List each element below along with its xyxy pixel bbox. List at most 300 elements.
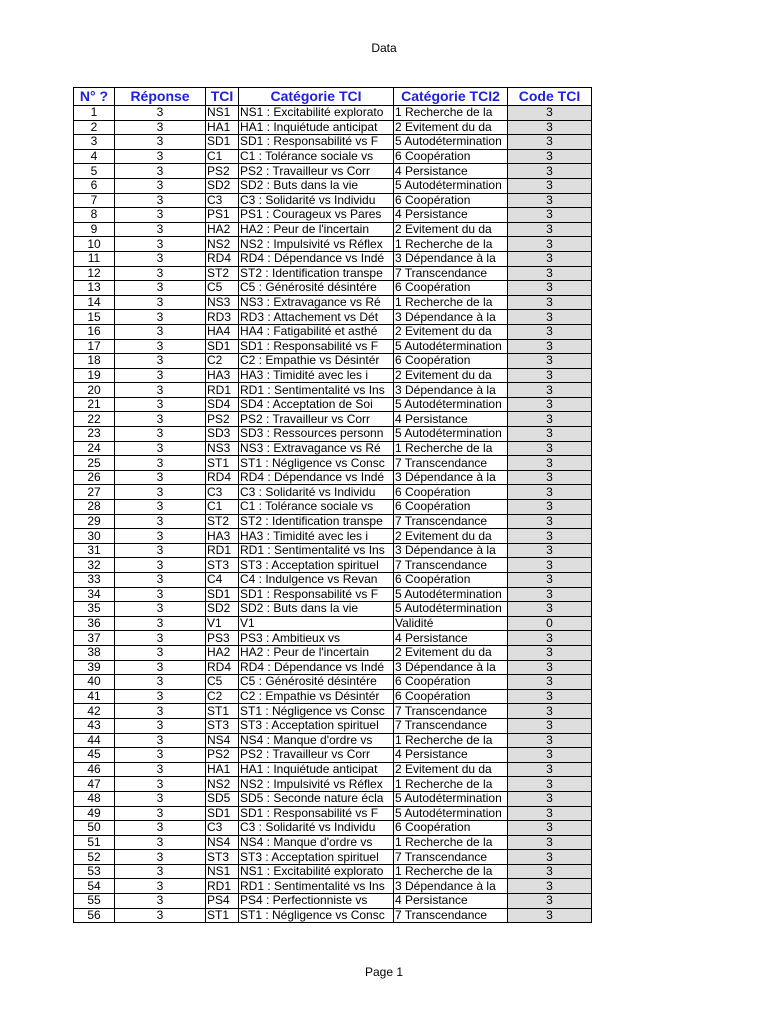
- cell-reponse[interactable]: 3: [115, 266, 206, 281]
- cell-categorie-tci[interactable]: PS3 : Ambitieux vs: [239, 631, 394, 646]
- cell-categorie-tci2[interactable]: 5 Autodétermination: [394, 178, 508, 193]
- cell-categorie-tci[interactable]: RD4 : Dépendance vs Indé: [239, 251, 394, 266]
- cell-categorie-tci[interactable]: HA2 : Peur de l'incertain: [239, 645, 394, 660]
- cell-tci[interactable]: NS1: [206, 106, 239, 121]
- cell-reponse[interactable]: 3: [115, 879, 206, 894]
- cell-categorie-tci2[interactable]: 3 Dépendance à la: [394, 660, 508, 675]
- cell-number[interactable]: 47: [74, 777, 115, 792]
- cell-tci[interactable]: RD1: [206, 879, 239, 894]
- cell-categorie-tci2[interactable]: 5 Autodétermination: [394, 602, 508, 617]
- cell-categorie-tci[interactable]: ST1 : Négligence vs Consc: [239, 704, 394, 719]
- cell-categorie-tci[interactable]: ST3 : Acceptation spirituel: [239, 850, 394, 865]
- cell-categorie-tci2[interactable]: 3 Dépendance à la: [394, 251, 508, 266]
- cell-categorie-tci[interactable]: V1: [239, 616, 394, 631]
- cell-reponse[interactable]: 3: [115, 135, 206, 150]
- cell-categorie-tci[interactable]: NS1 : Excitabilité explorato: [239, 106, 394, 121]
- cell-reponse[interactable]: 3: [115, 864, 206, 879]
- cell-categorie-tci[interactable]: C1 : Tolérance sociale vs: [239, 500, 394, 515]
- cell-code-tci[interactable]: 3: [508, 762, 592, 777]
- cell-categorie-tci[interactable]: RD4 : Dépendance vs Indé: [239, 660, 394, 675]
- cell-reponse[interactable]: 3: [115, 383, 206, 398]
- cell-categorie-tci[interactable]: NS3 : Extravagance vs Ré: [239, 295, 394, 310]
- cell-number[interactable]: 36: [74, 616, 115, 631]
- cell-number[interactable]: 5: [74, 164, 115, 179]
- cell-categorie-tci[interactable]: PS1 : Courageux vs Pares: [239, 208, 394, 223]
- cell-reponse[interactable]: 3: [115, 733, 206, 748]
- cell-categorie-tci2[interactable]: 5 Autodétermination: [394, 791, 508, 806]
- cell-categorie-tci[interactable]: NS3 : Extravagance vs Ré: [239, 441, 394, 456]
- cell-code-tci[interactable]: 3: [508, 602, 592, 617]
- cell-reponse[interactable]: 3: [115, 237, 206, 252]
- cell-code-tci[interactable]: 3: [508, 281, 592, 296]
- cell-number[interactable]: 35: [74, 602, 115, 617]
- cell-categorie-tci[interactable]: HA3 : Timidité avec les i: [239, 529, 394, 544]
- cell-tci[interactable]: NS2: [206, 237, 239, 252]
- cell-number[interactable]: 6: [74, 178, 115, 193]
- cell-tci[interactable]: SD3: [206, 427, 239, 442]
- cell-number[interactable]: 1: [74, 106, 115, 121]
- cell-categorie-tci[interactable]: SD1 : Responsabilité vs F: [239, 339, 394, 354]
- cell-categorie-tci[interactable]: PS2 : Travailleur vs Corr: [239, 164, 394, 179]
- cell-reponse[interactable]: 3: [115, 441, 206, 456]
- cell-tci[interactable]: C3: [206, 193, 239, 208]
- cell-categorie-tci2[interactable]: 2 Evitement du da: [394, 222, 508, 237]
- cell-code-tci[interactable]: 3: [508, 339, 592, 354]
- cell-reponse[interactable]: 3: [115, 193, 206, 208]
- cell-reponse[interactable]: 3: [115, 222, 206, 237]
- cell-reponse[interactable]: 3: [115, 324, 206, 339]
- cell-tci[interactable]: PS2: [206, 748, 239, 763]
- cell-categorie-tci2[interactable]: 6 Coopération: [394, 689, 508, 704]
- cell-categorie-tci2[interactable]: 6 Coopération: [394, 149, 508, 164]
- cell-code-tci[interactable]: 3: [508, 135, 592, 150]
- cell-number[interactable]: 55: [74, 894, 115, 909]
- cell-categorie-tci[interactable]: ST3 : Acceptation spirituel: [239, 558, 394, 573]
- cell-reponse[interactable]: 3: [115, 310, 206, 325]
- cell-code-tci[interactable]: 3: [508, 237, 592, 252]
- cell-code-tci[interactable]: 3: [508, 266, 592, 281]
- cell-number[interactable]: 31: [74, 543, 115, 558]
- cell-categorie-tci[interactable]: ST2 : Identification transpe: [239, 266, 394, 281]
- cell-number[interactable]: 32: [74, 558, 115, 573]
- cell-reponse[interactable]: 3: [115, 339, 206, 354]
- cell-code-tci[interactable]: 3: [508, 412, 592, 427]
- cell-code-tci[interactable]: 3: [508, 806, 592, 821]
- cell-categorie-tci[interactable]: ST2 : Identification transpe: [239, 514, 394, 529]
- cell-number[interactable]: 14: [74, 295, 115, 310]
- cell-categorie-tci2[interactable]: 2 Evitement du da: [394, 762, 508, 777]
- cell-categorie-tci2[interactable]: 3 Dépendance à la: [394, 879, 508, 894]
- cell-reponse[interactable]: 3: [115, 689, 206, 704]
- cell-number[interactable]: 19: [74, 368, 115, 383]
- cell-tci[interactable]: PS4: [206, 894, 239, 909]
- cell-tci[interactable]: PS1: [206, 208, 239, 223]
- cell-categorie-tci[interactable]: HA4 : Fatigabilité et asthé: [239, 324, 394, 339]
- cell-tci[interactable]: V1: [206, 616, 239, 631]
- cell-categorie-tci2[interactable]: 7 Transcendance: [394, 514, 508, 529]
- cell-categorie-tci[interactable]: SD2 : Buts dans la vie: [239, 602, 394, 617]
- cell-code-tci[interactable]: 3: [508, 543, 592, 558]
- cell-categorie-tci2[interactable]: 4 Persistance: [394, 748, 508, 763]
- cell-tci[interactable]: SD1: [206, 587, 239, 602]
- cell-categorie-tci2[interactable]: 7 Transcendance: [394, 704, 508, 719]
- cell-code-tci[interactable]: 3: [508, 718, 592, 733]
- cell-code-tci[interactable]: 3: [508, 120, 592, 135]
- cell-categorie-tci2[interactable]: 7 Transcendance: [394, 718, 508, 733]
- cell-categorie-tci2[interactable]: 2 Evitement du da: [394, 645, 508, 660]
- cell-tci[interactable]: RD3: [206, 310, 239, 325]
- cell-reponse[interactable]: 3: [115, 850, 206, 865]
- cell-categorie-tci[interactable]: SD3 : Ressources personn: [239, 427, 394, 442]
- cell-categorie-tci2[interactable]: 6 Coopération: [394, 193, 508, 208]
- cell-number[interactable]: 46: [74, 762, 115, 777]
- cell-categorie-tci2[interactable]: 5 Autodétermination: [394, 397, 508, 412]
- cell-categorie-tci[interactable]: ST3 : Acceptation spirituel: [239, 718, 394, 733]
- cell-number[interactable]: 38: [74, 645, 115, 660]
- cell-reponse[interactable]: 3: [115, 573, 206, 588]
- cell-categorie-tci2[interactable]: 2 Evitement du da: [394, 324, 508, 339]
- cell-categorie-tci2[interactable]: 7 Transcendance: [394, 456, 508, 471]
- cell-tci[interactable]: ST3: [206, 850, 239, 865]
- cell-categorie-tci2[interactable]: 3 Dépendance à la: [394, 383, 508, 398]
- cell-categorie-tci2[interactable]: 3 Dépendance à la: [394, 543, 508, 558]
- cell-number[interactable]: 39: [74, 660, 115, 675]
- cell-code-tci[interactable]: 3: [508, 193, 592, 208]
- cell-number[interactable]: 15: [74, 310, 115, 325]
- cell-tci[interactable]: RD1: [206, 383, 239, 398]
- cell-reponse[interactable]: 3: [115, 806, 206, 821]
- cell-code-tci[interactable]: 3: [508, 441, 592, 456]
- cell-code-tci[interactable]: 3: [508, 850, 592, 865]
- cell-categorie-tci[interactable]: C5 : Générosité désintére: [239, 675, 394, 690]
- cell-reponse[interactable]: 3: [115, 368, 206, 383]
- cell-code-tci[interactable]: 3: [508, 529, 592, 544]
- cell-categorie-tci[interactable]: RD1 : Sentimentalité vs Ins: [239, 383, 394, 398]
- cell-number[interactable]: 34: [74, 587, 115, 602]
- cell-categorie-tci[interactable]: NS2 : Impulsivité vs Réflex: [239, 237, 394, 252]
- cell-code-tci[interactable]: 3: [508, 645, 592, 660]
- cell-categorie-tci2[interactable]: 6 Coopération: [394, 821, 508, 836]
- cell-tci[interactable]: ST3: [206, 558, 239, 573]
- cell-number[interactable]: 12: [74, 266, 115, 281]
- cell-categorie-tci[interactable]: SD5 : Seconde nature écla: [239, 791, 394, 806]
- cell-tci[interactable]: SD4: [206, 397, 239, 412]
- cell-number[interactable]: 23: [74, 427, 115, 442]
- cell-tci[interactable]: ST2: [206, 514, 239, 529]
- cell-number[interactable]: 25: [74, 456, 115, 471]
- cell-categorie-tci2[interactable]: 7 Transcendance: [394, 908, 508, 923]
- cell-categorie-tci[interactable]: SD1 : Responsabilité vs F: [239, 135, 394, 150]
- cell-categorie-tci[interactable]: RD4 : Dépendance vs Indé: [239, 470, 394, 485]
- cell-categorie-tci[interactable]: PS2 : Travailleur vs Corr: [239, 748, 394, 763]
- column-header-code-tci[interactable]: Code TCI: [508, 88, 592, 106]
- cell-reponse[interactable]: 3: [115, 762, 206, 777]
- cell-tci[interactable]: RD4: [206, 251, 239, 266]
- cell-tci[interactable]: SD1: [206, 135, 239, 150]
- cell-categorie-tci2[interactable]: 2 Evitement du da: [394, 368, 508, 383]
- cell-categorie-tci2[interactable]: 4 Persistance: [394, 208, 508, 223]
- cell-number[interactable]: 16: [74, 324, 115, 339]
- cell-code-tci[interactable]: 3: [508, 149, 592, 164]
- cell-code-tci[interactable]: 3: [508, 864, 592, 879]
- cell-reponse[interactable]: 3: [115, 456, 206, 471]
- cell-reponse[interactable]: 3: [115, 616, 206, 631]
- cell-categorie-tci[interactable]: C3 : Solidarité vs Individu: [239, 485, 394, 500]
- cell-number[interactable]: 50: [74, 821, 115, 836]
- cell-tci[interactable]: NS3: [206, 295, 239, 310]
- cell-number[interactable]: 21: [74, 397, 115, 412]
- cell-code-tci[interactable]: 3: [508, 587, 592, 602]
- cell-number[interactable]: 40: [74, 675, 115, 690]
- cell-categorie-tci2[interactable]: 6 Coopération: [394, 675, 508, 690]
- cell-reponse[interactable]: 3: [115, 718, 206, 733]
- cell-reponse[interactable]: 3: [115, 281, 206, 296]
- cell-number[interactable]: 22: [74, 412, 115, 427]
- cell-categorie-tci[interactable]: SD4 : Acceptation de Soi: [239, 397, 394, 412]
- cell-number[interactable]: 26: [74, 470, 115, 485]
- cell-code-tci[interactable]: 3: [508, 354, 592, 369]
- cell-number[interactable]: 2: [74, 120, 115, 135]
- cell-categorie-tci2[interactable]: 5 Autodétermination: [394, 339, 508, 354]
- cell-number[interactable]: 7: [74, 193, 115, 208]
- cell-categorie-tci2[interactable]: 1 Recherche de la: [394, 777, 508, 792]
- cell-number[interactable]: 4: [74, 149, 115, 164]
- cell-categorie-tci2[interactable]: 5 Autodétermination: [394, 427, 508, 442]
- cell-number[interactable]: 8: [74, 208, 115, 223]
- cell-reponse[interactable]: 3: [115, 602, 206, 617]
- cell-categorie-tci[interactable]: SD1 : Responsabilité vs F: [239, 806, 394, 821]
- cell-number[interactable]: 20: [74, 383, 115, 398]
- cell-code-tci[interactable]: 3: [508, 835, 592, 850]
- cell-reponse[interactable]: 3: [115, 485, 206, 500]
- cell-categorie-tci[interactable]: PS4 : Perfectionniste vs: [239, 894, 394, 909]
- cell-reponse[interactable]: 3: [115, 149, 206, 164]
- cell-reponse[interactable]: 3: [115, 106, 206, 121]
- cell-reponse[interactable]: 3: [115, 631, 206, 646]
- cell-reponse[interactable]: 3: [115, 529, 206, 544]
- cell-tci[interactable]: ST1: [206, 704, 239, 719]
- cell-number[interactable]: 29: [74, 514, 115, 529]
- cell-categorie-tci2[interactable]: 3 Dépendance à la: [394, 470, 508, 485]
- cell-number[interactable]: 44: [74, 733, 115, 748]
- cell-code-tci[interactable]: 3: [508, 558, 592, 573]
- cell-categorie-tci2[interactable]: 3 Dépendance à la: [394, 310, 508, 325]
- cell-categorie-tci[interactable]: C5 : Générosité désintére: [239, 281, 394, 296]
- cell-code-tci[interactable]: 3: [508, 573, 592, 588]
- cell-code-tci[interactable]: 3: [508, 368, 592, 383]
- cell-reponse[interactable]: 3: [115, 645, 206, 660]
- cell-code-tci[interactable]: 3: [508, 178, 592, 193]
- cell-reponse[interactable]: 3: [115, 397, 206, 412]
- cell-number[interactable]: 18: [74, 354, 115, 369]
- cell-categorie-tci[interactable]: NS1 : Excitabilité explorato: [239, 864, 394, 879]
- cell-categorie-tci[interactable]: ST1 : Négligence vs Consc: [239, 908, 394, 923]
- cell-categorie-tci2[interactable]: 2 Evitement du da: [394, 120, 508, 135]
- cell-categorie-tci2[interactable]: 1 Recherche de la: [394, 106, 508, 121]
- cell-reponse[interactable]: 3: [115, 500, 206, 515]
- cell-reponse[interactable]: 3: [115, 514, 206, 529]
- cell-categorie-tci2[interactable]: 6 Coopération: [394, 354, 508, 369]
- cell-tci[interactable]: HA3: [206, 529, 239, 544]
- cell-categorie-tci[interactable]: ST1 : Négligence vs Consc: [239, 456, 394, 471]
- cell-categorie-tci2[interactable]: 7 Transcendance: [394, 850, 508, 865]
- cell-reponse[interactable]: 3: [115, 704, 206, 719]
- cell-categorie-tci2[interactable]: 4 Persistance: [394, 894, 508, 909]
- cell-tci[interactable]: C3: [206, 485, 239, 500]
- cell-categorie-tci[interactable]: SD1 : Responsabilité vs F: [239, 587, 394, 602]
- cell-categorie-tci[interactable]: SD2 : Buts dans la vie: [239, 178, 394, 193]
- column-header-reponse[interactable]: Réponse: [115, 88, 206, 106]
- cell-reponse[interactable]: 3: [115, 120, 206, 135]
- cell-categorie-tci[interactable]: C4 : Indulgence vs Revan: [239, 573, 394, 588]
- cell-tci[interactable]: C1: [206, 500, 239, 515]
- cell-code-tci[interactable]: 3: [508, 485, 592, 500]
- cell-number[interactable]: 11: [74, 251, 115, 266]
- cell-categorie-tci2[interactable]: 1 Recherche de la: [394, 237, 508, 252]
- cell-tci[interactable]: ST2: [206, 266, 239, 281]
- cell-tci[interactable]: HA3: [206, 368, 239, 383]
- cell-categorie-tci2[interactable]: 4 Persistance: [394, 412, 508, 427]
- cell-categorie-tci[interactable]: HA2 : Peur de l'incertain: [239, 222, 394, 237]
- cell-code-tci[interactable]: 3: [508, 660, 592, 675]
- cell-tci[interactable]: C3: [206, 821, 239, 836]
- cell-code-tci[interactable]: 3: [508, 397, 592, 412]
- cell-number[interactable]: 49: [74, 806, 115, 821]
- cell-code-tci[interactable]: 3: [508, 295, 592, 310]
- cell-number[interactable]: 45: [74, 748, 115, 763]
- cell-tci[interactable]: RD4: [206, 660, 239, 675]
- cell-code-tci[interactable]: 3: [508, 689, 592, 704]
- cell-code-tci[interactable]: 3: [508, 164, 592, 179]
- cell-categorie-tci[interactable]: HA1 : Inquiétude anticipat: [239, 120, 394, 135]
- cell-categorie-tci2[interactable]: 2 Evitement du da: [394, 529, 508, 544]
- cell-categorie-tci[interactable]: RD3 : Attachement vs Dét: [239, 310, 394, 325]
- cell-code-tci[interactable]: 3: [508, 631, 592, 646]
- cell-reponse[interactable]: 3: [115, 777, 206, 792]
- cell-reponse[interactable]: 3: [115, 412, 206, 427]
- cell-categorie-tci[interactable]: RD1 : Sentimentalité vs Ins: [239, 879, 394, 894]
- cell-code-tci[interactable]: 0: [508, 616, 592, 631]
- cell-tci[interactable]: SD2: [206, 178, 239, 193]
- cell-categorie-tci2[interactable]: 6 Coopération: [394, 281, 508, 296]
- cell-categorie-tci2[interactable]: 7 Transcendance: [394, 558, 508, 573]
- cell-code-tci[interactable]: 3: [508, 500, 592, 515]
- cell-categorie-tci[interactable]: C2 : Empathie vs Désintér: [239, 354, 394, 369]
- cell-tci[interactable]: NS3: [206, 441, 239, 456]
- cell-number[interactable]: 3: [74, 135, 115, 150]
- cell-tci[interactable]: ST1: [206, 908, 239, 923]
- cell-reponse[interactable]: 3: [115, 748, 206, 763]
- cell-categorie-tci[interactable]: HA1 : Inquiétude anticipat: [239, 762, 394, 777]
- cell-categorie-tci2[interactable]: 1 Recherche de la: [394, 835, 508, 850]
- cell-tci[interactable]: RD4: [206, 470, 239, 485]
- cell-tci[interactable]: ST1: [206, 456, 239, 471]
- cell-tci[interactable]: ST3: [206, 718, 239, 733]
- cell-tci[interactable]: SD2: [206, 602, 239, 617]
- cell-code-tci[interactable]: 3: [508, 251, 592, 266]
- cell-reponse[interactable]: 3: [115, 894, 206, 909]
- cell-code-tci[interactable]: 3: [508, 208, 592, 223]
- cell-categorie-tci2[interactable]: 5 Autodétermination: [394, 135, 508, 150]
- cell-reponse[interactable]: 3: [115, 835, 206, 850]
- cell-categorie-tci[interactable]: HA3 : Timidité avec les i: [239, 368, 394, 383]
- cell-number[interactable]: 56: [74, 908, 115, 923]
- cell-reponse[interactable]: 3: [115, 427, 206, 442]
- cell-tci[interactable]: NS2: [206, 777, 239, 792]
- cell-tci[interactable]: HA1: [206, 762, 239, 777]
- column-header-number[interactable]: N° ?: [74, 88, 115, 106]
- cell-number[interactable]: 54: [74, 879, 115, 894]
- cell-reponse[interactable]: 3: [115, 164, 206, 179]
- cell-categorie-tci2[interactable]: 6 Coopération: [394, 500, 508, 515]
- column-header-tci[interactable]: TCI: [206, 88, 239, 106]
- cell-code-tci[interactable]: 3: [508, 427, 592, 442]
- cell-number[interactable]: 28: [74, 500, 115, 515]
- cell-code-tci[interactable]: 3: [508, 383, 592, 398]
- cell-categorie-tci2[interactable]: 5 Autodétermination: [394, 806, 508, 821]
- cell-tci[interactable]: C2: [206, 689, 239, 704]
- cell-tci[interactable]: C5: [206, 281, 239, 296]
- cell-reponse[interactable]: 3: [115, 251, 206, 266]
- cell-reponse[interactable]: 3: [115, 208, 206, 223]
- cell-categorie-tci2[interactable]: 4 Persistance: [394, 631, 508, 646]
- cell-reponse[interactable]: 3: [115, 470, 206, 485]
- cell-number[interactable]: 37: [74, 631, 115, 646]
- cell-code-tci[interactable]: 3: [508, 777, 592, 792]
- cell-categorie-tci[interactable]: C2 : Empathie vs Désintér: [239, 689, 394, 704]
- cell-categorie-tci[interactable]: RD1 : Sentimentalité vs Ins: [239, 543, 394, 558]
- cell-number[interactable]: 17: [74, 339, 115, 354]
- cell-reponse[interactable]: 3: [115, 295, 206, 310]
- cell-number[interactable]: 13: [74, 281, 115, 296]
- cell-tci[interactable]: NS4: [206, 835, 239, 850]
- cell-categorie-tci2[interactable]: 1 Recherche de la: [394, 441, 508, 456]
- cell-reponse[interactable]: 3: [115, 675, 206, 690]
- cell-categorie-tci[interactable]: NS4 : Manque d'ordre vs: [239, 733, 394, 748]
- cell-code-tci[interactable]: 3: [508, 704, 592, 719]
- column-header-categorie-tci2[interactable]: Catégorie TCI2: [394, 88, 508, 106]
- cell-tci[interactable]: HA1: [206, 120, 239, 135]
- cell-code-tci[interactable]: 3: [508, 675, 592, 690]
- cell-categorie-tci2[interactable]: Validité: [394, 616, 508, 631]
- cell-code-tci[interactable]: 3: [508, 894, 592, 909]
- cell-number[interactable]: 10: [74, 237, 115, 252]
- cell-reponse[interactable]: 3: [115, 660, 206, 675]
- cell-categorie-tci2[interactable]: 7 Transcendance: [394, 266, 508, 281]
- cell-tci[interactable]: RD1: [206, 543, 239, 558]
- cell-number[interactable]: 41: [74, 689, 115, 704]
- cell-code-tci[interactable]: 3: [508, 222, 592, 237]
- cell-number[interactable]: 53: [74, 864, 115, 879]
- cell-number[interactable]: 27: [74, 485, 115, 500]
- cell-tci[interactable]: C5: [206, 675, 239, 690]
- cell-reponse[interactable]: 3: [115, 821, 206, 836]
- cell-reponse[interactable]: 3: [115, 558, 206, 573]
- cell-code-tci[interactable]: 3: [508, 748, 592, 763]
- cell-code-tci[interactable]: 3: [508, 908, 592, 923]
- cell-tci[interactable]: C2: [206, 354, 239, 369]
- cell-code-tci[interactable]: 3: [508, 821, 592, 836]
- cell-code-tci[interactable]: 3: [508, 324, 592, 339]
- cell-tci[interactable]: SD1: [206, 806, 239, 821]
- cell-categorie-tci2[interactable]: 6 Coopération: [394, 485, 508, 500]
- cell-code-tci[interactable]: 3: [508, 791, 592, 806]
- cell-reponse[interactable]: 3: [115, 178, 206, 193]
- cell-tci[interactable]: NS4: [206, 733, 239, 748]
- cell-code-tci[interactable]: 3: [508, 106, 592, 121]
- column-header-categorie-tci[interactable]: Catégorie TCI: [239, 88, 394, 106]
- cell-categorie-tci[interactable]: C3 : Solidarité vs Individu: [239, 821, 394, 836]
